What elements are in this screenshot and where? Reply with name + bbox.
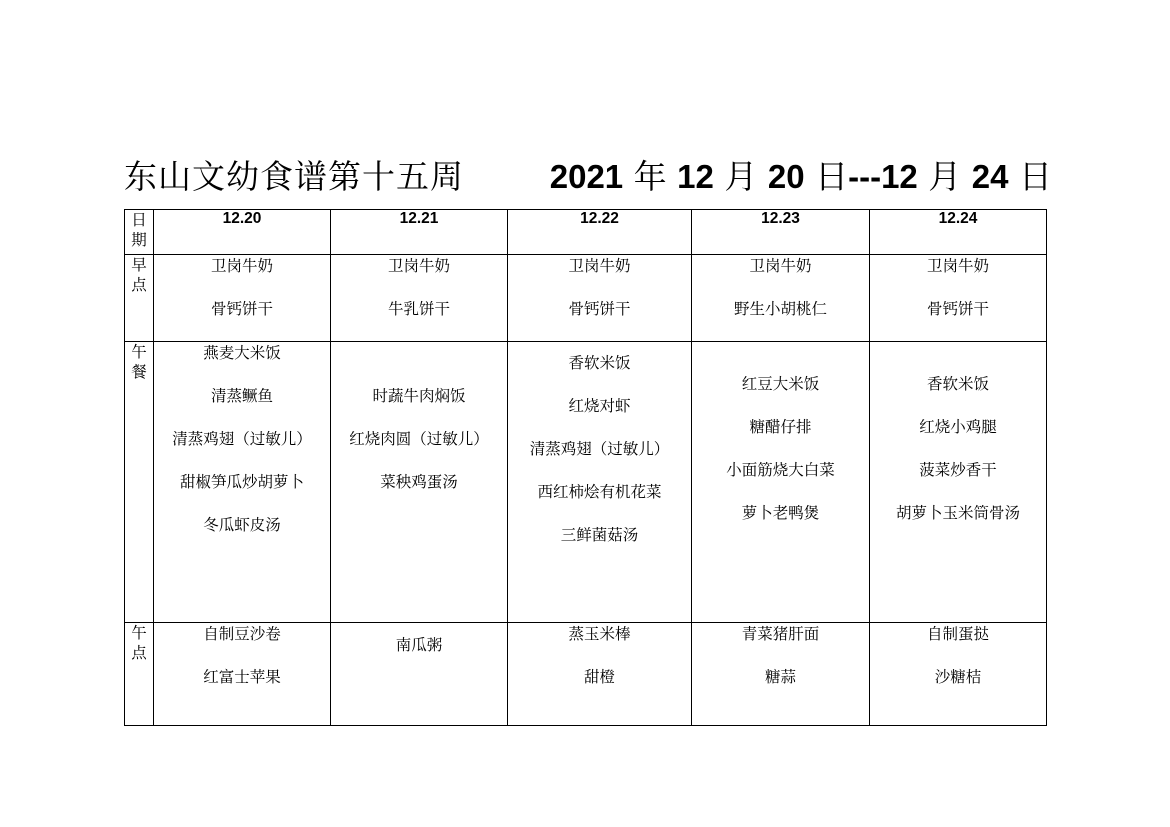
menu-item: 卫岗牛奶 <box>749 257 812 275</box>
lunch-cell <box>870 342 1047 623</box>
menu-item: 红富士苹果 <box>203 668 281 686</box>
menu-item: 野生小胡桃仁 <box>733 300 827 318</box>
menu-item: 甜椒笋瓜炒胡萝卜 <box>179 473 304 491</box>
row-header-char: 餐 <box>131 363 147 381</box>
title-end-month: 12 <box>881 158 918 195</box>
menu-item: 沙糖桔 <box>934 668 982 686</box>
row-header-char: 日 <box>131 211 147 229</box>
title-year-char: 年 <box>633 157 667 196</box>
title-separator: --- <box>848 158 882 195</box>
menu-item: 自制蛋挞 <box>926 625 989 643</box>
lunch-cell <box>331 342 508 623</box>
row-header-char: 早 <box>131 256 147 274</box>
snack-cell <box>154 623 331 726</box>
lunch-cell <box>508 342 692 623</box>
menu-item: 卫岗牛奶 <box>387 257 450 275</box>
breakfast-cell <box>331 255 508 342</box>
breakfast-cell <box>508 255 692 342</box>
date-cell: 12.21 <box>331 210 508 255</box>
row-header-char: 期 <box>131 231 147 249</box>
title-end-day: 24 <box>971 158 1009 195</box>
breakfast-cell <box>870 255 1047 342</box>
menu-item: 卫岗牛奶 <box>210 257 273 275</box>
menu-item: 小面筋烧大白菜 <box>726 461 835 479</box>
row-header-date <box>125 210 154 255</box>
menu-item: 清蒸鳜鱼 <box>210 387 273 405</box>
row-header-breakfast <box>125 255 154 342</box>
row-header-char: 点 <box>131 644 147 662</box>
menu-item: 南瓜粥 <box>395 636 443 654</box>
date-cell: 12.20 <box>154 210 331 255</box>
menu-item: 西红柿烩有机花菜 <box>537 483 662 501</box>
menu-item: 清蒸鸡翅（过敏儿） <box>172 430 312 448</box>
menu-item: 甜橙 <box>583 668 615 686</box>
title-year: 2021 <box>549 158 624 195</box>
snack-cell <box>331 623 508 726</box>
lunch-cell <box>154 342 331 623</box>
menu-item: 红烧小鸡腿 <box>919 418 997 436</box>
snack-cell <box>870 623 1047 726</box>
menu-item: 糖蒜 <box>764 668 796 686</box>
menu-item: 香软米饭 <box>926 375 989 393</box>
title-day-char-1: 日 <box>815 157 849 196</box>
menu-item: 糖醋仔排 <box>749 418 812 436</box>
menu-item: 香软米饭 <box>568 354 631 372</box>
lunch-cell <box>692 342 870 623</box>
snack-cell <box>692 623 870 726</box>
title-month-char-2: 月 <box>928 157 962 196</box>
menu-item: 冬瓜虾皮汤 <box>203 516 281 534</box>
row-lunch <box>125 342 1047 623</box>
title-start-day: 20 <box>767 158 805 195</box>
menu-item: 燕麦大米饭 <box>203 344 281 362</box>
menu-item: 时蔬牛肉焖饭 <box>372 387 466 405</box>
title-month-char-1: 月 <box>724 157 758 196</box>
snack-cell <box>508 623 692 726</box>
row-header-char: 午 <box>131 624 147 642</box>
menu-item: 红烧肉圆（过敏儿） <box>349 430 489 448</box>
menu-item: 自制豆沙卷 <box>203 625 281 643</box>
title-date-range <box>550 154 1052 200</box>
breakfast-cell <box>154 255 331 342</box>
menu-item: 菠菜炒香干 <box>919 461 997 479</box>
title-start-month: 12 <box>677 158 714 195</box>
menu-item: 红烧对虾 <box>568 397 631 415</box>
menu-item: 青菜猪肝面 <box>741 625 820 643</box>
menu-item: 卫岗牛奶 <box>926 257 989 275</box>
date-cell: 12.22 <box>508 210 692 255</box>
menu-item: 蒸玉米棒 <box>568 625 631 643</box>
menu-item: 牛乳饼干 <box>387 300 450 318</box>
menu-item: 骨钙饼干 <box>568 300 631 318</box>
row-header-lunch <box>125 342 154 623</box>
menu-item: 胡萝卜玉米筒骨汤 <box>895 504 1020 522</box>
row-header-char: 点 <box>131 276 147 294</box>
menu-item: 菜秧鸡蛋汤 <box>380 473 458 491</box>
menu-item: 红豆大米饭 <box>741 375 820 393</box>
row-date <box>125 210 1047 255</box>
menu-table <box>124 209 1047 726</box>
date-cell: 12.24 <box>870 210 1047 255</box>
breakfast-cell <box>692 255 870 342</box>
menu-item: 骨钙饼干 <box>926 300 989 318</box>
menu-item: 清蒸鸡翅（过敏儿） <box>529 440 670 458</box>
title-day-char-2: 日 <box>1019 157 1052 196</box>
row-breakfast <box>125 255 1047 342</box>
menu-item: 卫岗牛奶 <box>568 257 631 275</box>
menu-item: 萝卜老鸭煲 <box>741 504 820 522</box>
menu-item: 骨钙饼干 <box>210 300 273 318</box>
row-snack <box>125 623 1047 726</box>
date-cell: 12.23 <box>692 210 870 255</box>
menu-item: 三鲜菌菇汤 <box>560 526 639 544</box>
page-title <box>124 154 1054 200</box>
row-header-snack <box>125 623 154 726</box>
title-school-week: 东山文幼食谱第十五周 <box>124 157 464 196</box>
row-header-char: 午 <box>131 343 147 361</box>
